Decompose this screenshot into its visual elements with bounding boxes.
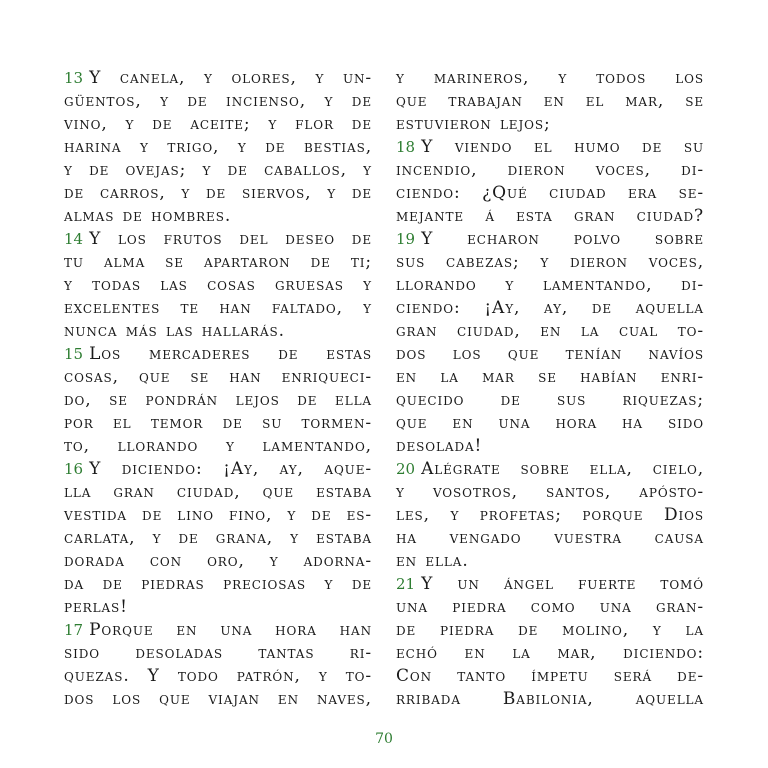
- text-line: [396, 573, 704, 596]
- line-text: Y viendo el humo de su: [421, 137, 704, 157]
- text-line: [396, 136, 704, 159]
- line-text: gran ciudad, en la cual to-: [396, 321, 704, 341]
- text-line: [396, 67, 704, 90]
- line-text: güentos, y de incienso, y de: [64, 91, 372, 111]
- line-text: una piedra como una gran-: [396, 597, 704, 617]
- line-text: que trabajan en el mar, se: [396, 91, 704, 111]
- line-text: Alégrate sobre ella, cielo,: [421, 459, 704, 479]
- verse-number: 16: [64, 460, 84, 478]
- line-text: Y diciendo: ¡Ay, ay, aque-: [89, 459, 372, 479]
- text-line: [396, 642, 704, 665]
- text-line: [64, 573, 372, 596]
- page-number: 70: [375, 731, 393, 747]
- text-line: [64, 251, 372, 274]
- text-line: [396, 619, 704, 642]
- text-line: [396, 389, 704, 412]
- text-line: [64, 550, 372, 573]
- left-text-column: [64, 67, 372, 711]
- text-line: [396, 550, 704, 573]
- line-text: ha vengado vuestra causa: [396, 528, 704, 548]
- verse-number: 13: [64, 69, 84, 87]
- text-line: [64, 688, 372, 711]
- text-line: [64, 343, 372, 366]
- line-text: estuvieron lejos;: [396, 114, 551, 134]
- line-text: en la mar se habían enri-: [396, 367, 704, 387]
- text-line: [64, 389, 372, 412]
- text-line: [64, 665, 372, 688]
- text-line: [396, 297, 704, 320]
- text-line: [64, 596, 372, 619]
- line-text: do, se pondrán lejos de ella: [64, 390, 372, 410]
- line-text: lla gran ciudad, que estaba: [64, 482, 372, 502]
- text-line: [64, 274, 372, 297]
- verse-number: 19: [396, 230, 416, 248]
- text-line: [396, 596, 704, 619]
- line-text: les, y profetas; porque Dios: [396, 505, 704, 525]
- text-line: [64, 205, 372, 228]
- line-text: y todas las cosas gruesas y: [64, 275, 372, 295]
- text-line: [64, 504, 372, 527]
- line-text: por el temor de su tormen-: [64, 413, 372, 433]
- line-text: llorando y lamentando, di-: [396, 275, 704, 295]
- text-line: [396, 228, 704, 251]
- line-text: ciendo: ¡Ay, ay, de aquella: [396, 298, 704, 318]
- line-text: quecido de sus riquezas;: [396, 390, 704, 410]
- text-line: [396, 90, 704, 113]
- text-line: [396, 251, 704, 274]
- line-text: tu alma se apartaron de ti;: [64, 252, 372, 272]
- text-line: [396, 205, 704, 228]
- line-text: carlata, y de grana, y estaba: [64, 528, 372, 548]
- text-line: [64, 297, 372, 320]
- text-line: [396, 320, 704, 343]
- line-text: en ella.: [396, 551, 469, 571]
- text-line: [396, 688, 704, 711]
- text-line: [64, 90, 372, 113]
- line-text: sido desoladas tantas ri-: [64, 643, 372, 663]
- text-line: [396, 274, 704, 297]
- line-text: harina y trigo, y de bestias,: [64, 137, 372, 157]
- line-text: quezas. Y todo patrón, y to-: [64, 666, 372, 686]
- line-text: y vosotros, santos, apósto-: [396, 482, 704, 502]
- line-text: to, llorando y lamentando,: [64, 436, 372, 456]
- line-text: Y canela, y olores, y un-: [89, 68, 372, 88]
- text-line: [396, 527, 704, 550]
- text-line: [64, 366, 372, 389]
- text-line: [64, 113, 372, 136]
- text-line: [396, 481, 704, 504]
- line-text: mejante á esta gran ciudad?: [396, 206, 704, 226]
- text-line: [396, 458, 704, 481]
- text-line: [64, 435, 372, 458]
- right-text-column: [396, 67, 704, 711]
- text-line: [64, 228, 372, 251]
- line-text: cosas, que se han enriqueci-: [64, 367, 372, 387]
- verse-number: 20: [396, 460, 416, 478]
- line-text: rribada Babilonia, aquella: [396, 689, 704, 709]
- line-text: y de ovejas; y de caballos, y: [64, 160, 372, 180]
- text-line: [396, 366, 704, 389]
- text-line: [396, 182, 704, 205]
- line-text: echó en la mar, diciendo:: [396, 643, 704, 663]
- text-line: [64, 642, 372, 665]
- line-text: da de piedras preciosas y de: [64, 574, 372, 594]
- line-text: incendio, dieron voces, di-: [396, 160, 704, 180]
- text-line: [396, 665, 704, 688]
- line-text: nunca más las hallarás.: [64, 321, 285, 341]
- text-line: [64, 136, 372, 159]
- line-text: dos los que tenían navíos: [396, 344, 704, 364]
- text-line: [64, 412, 372, 435]
- line-text: almas de hombres.: [64, 206, 232, 226]
- verse-number: 21: [396, 575, 416, 593]
- text-line: [396, 435, 704, 458]
- verse-number: 15: [64, 345, 84, 363]
- line-text: vestida de lino fino, y de es-: [64, 505, 372, 525]
- line-text: Porque en una hora han: [89, 620, 372, 640]
- text-line: [64, 619, 372, 642]
- line-text: dorada con oro, y adorna-: [64, 551, 372, 571]
- line-text: ciendo: ¿Qué ciudad era se-: [396, 183, 704, 203]
- verse-number: 14: [64, 230, 84, 248]
- text-line: [64, 527, 372, 550]
- line-text: Los mercaderes de estas: [89, 344, 372, 364]
- text-line: [64, 320, 372, 343]
- line-text: Y echaron polvo sobre: [421, 229, 704, 249]
- text-line: [396, 504, 704, 527]
- text-line: [396, 159, 704, 182]
- line-text: de piedra de molino, y la: [396, 620, 704, 640]
- line-text: Y los frutos del deseo de: [89, 229, 372, 249]
- line-text: perlas!: [64, 597, 128, 617]
- text-line: [64, 182, 372, 205]
- verse-number: 17: [64, 621, 84, 639]
- line-text: Y un ángel fuerte tomó: [421, 574, 704, 594]
- text-line: [396, 343, 704, 366]
- text-line: [396, 412, 704, 435]
- text-line: [64, 481, 372, 504]
- text-line: [64, 458, 372, 481]
- text-line: [396, 113, 704, 136]
- line-text: desolada!: [396, 436, 483, 456]
- line-text: y marineros, y todos los: [396, 68, 704, 88]
- line-text: dos los que viajan en naves,: [64, 689, 372, 709]
- line-text: Con tanto ímpetu será de-: [396, 666, 704, 686]
- verse-number: 18: [396, 138, 416, 156]
- text-line: [64, 159, 372, 182]
- line-text: que en una hora ha sido: [396, 413, 704, 433]
- line-text: excelentes te han faltado, y: [64, 298, 372, 318]
- line-text: vino, y de aceite; y flor de: [64, 114, 372, 134]
- text-line: [64, 67, 372, 90]
- line-text: sus cabezas; y dieron voces,: [396, 252, 704, 272]
- line-text: de carros, y de siervos, y de: [64, 183, 372, 203]
